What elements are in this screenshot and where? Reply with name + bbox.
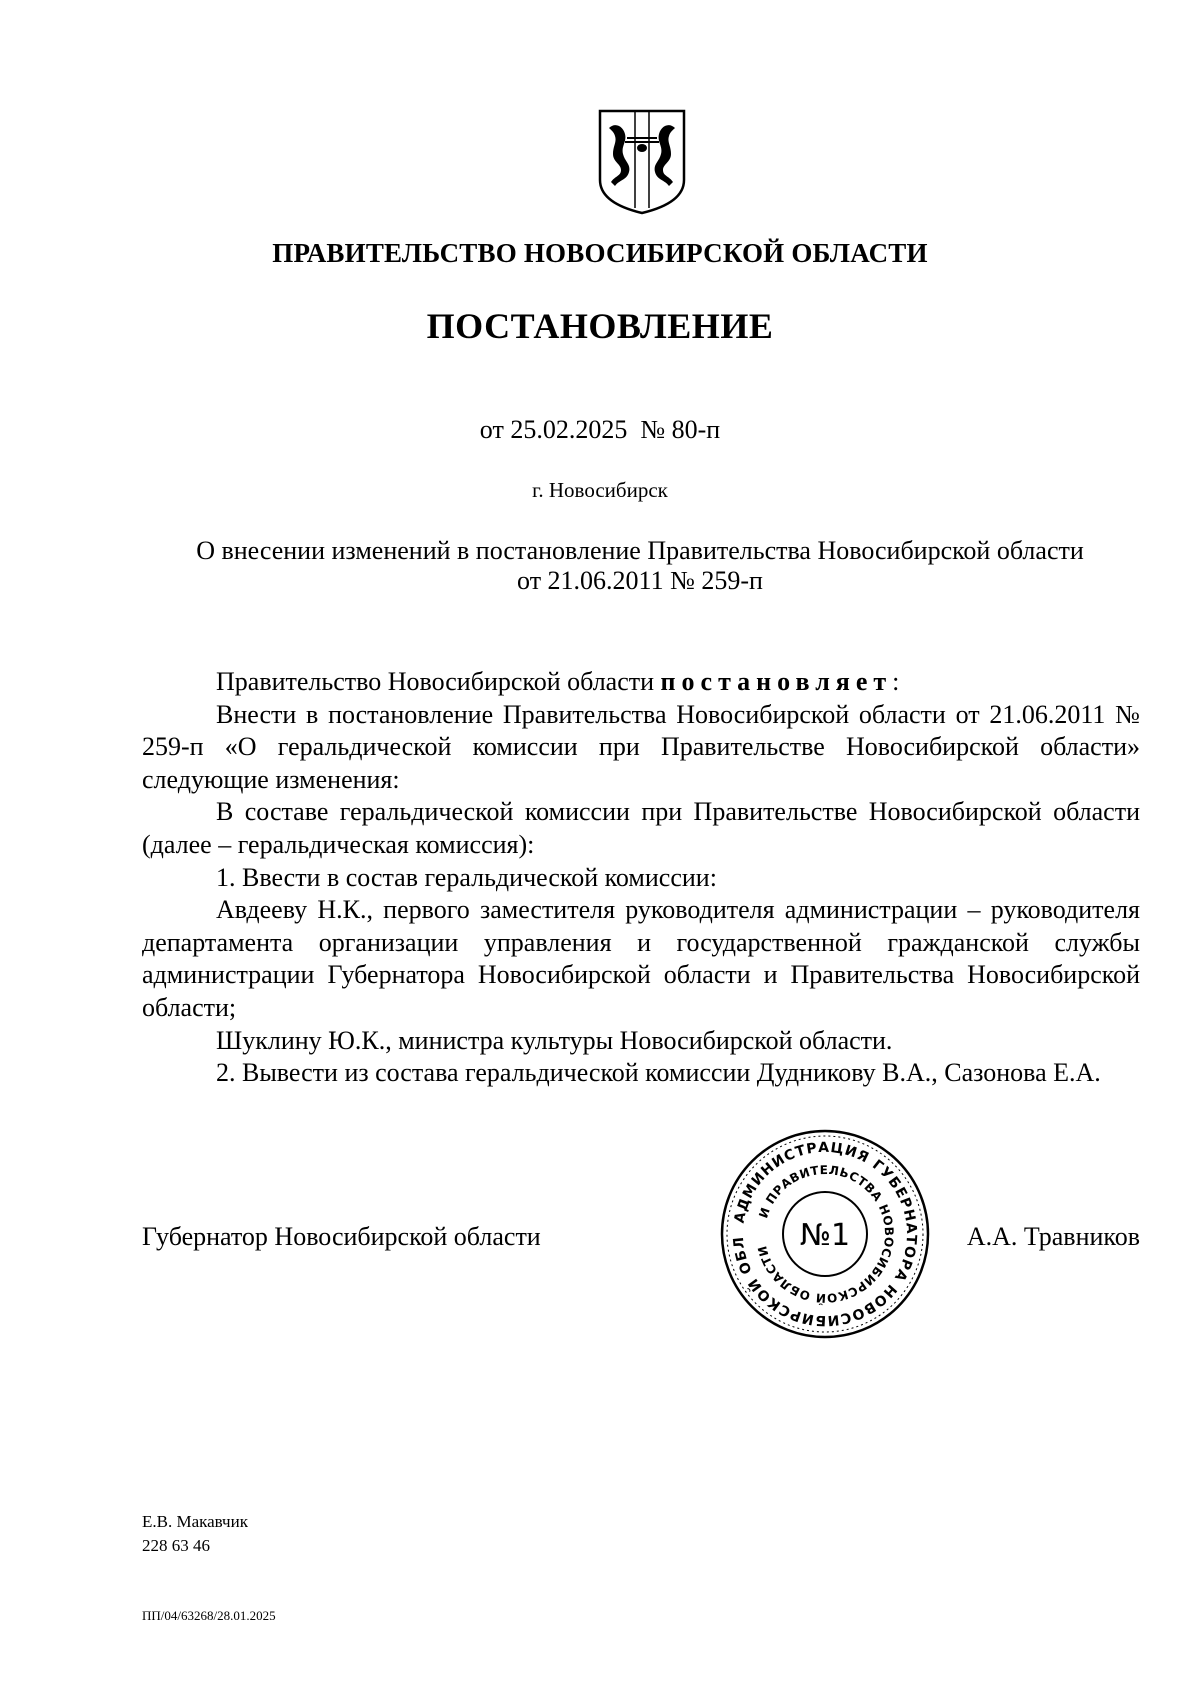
body-paragraph-4: 1. Ввести в состав геральдической комиссии: xyxy=(216,862,717,892)
document-body xyxy=(142,666,1140,1090)
document-date-number: от 25.02.2025 № 80-п xyxy=(479,415,721,444)
document-subject xyxy=(150,536,1130,596)
subject-line-2: от 21.06.2011 № 259-п xyxy=(517,566,763,595)
executor-phone: 228 63 46 xyxy=(142,1536,210,1555)
document-type: ПОСТАНОВЛЕНИЕ xyxy=(426,306,774,346)
organization-title: ПРАВИТЕЛЬСТВО НОВОСИБИРСКОЙ ОБЛАСТИ xyxy=(272,238,928,268)
body-paragraph-7: 2. Вывести из состава геральдической комиссии Дудникову В.А., Сазонова Е.А. xyxy=(216,1058,1101,1088)
subject-line-1: О внесении изменений в постановление Правительства Новосибирской области xyxy=(196,536,1084,565)
seal-inner-text: И ПРАВИТЕЛЬСТВА НОВОСИБИРСКОЙ ОБЛАСТИ xyxy=(755,1162,897,1306)
body-paragraph-1 xyxy=(142,666,1140,699)
executor-name: Е.В. Макавчик xyxy=(142,1512,248,1531)
body-paragraph-6: Шуклину Ю.К., министра культуры Новосибирской области. xyxy=(216,1025,893,1055)
document-city: г. Новосибирск xyxy=(532,478,668,502)
seal-number: №1 xyxy=(799,1218,851,1253)
body-paragraph-1-prefix: Правительство Новосибирской области xyxy=(216,667,661,696)
signatory-position: Губернатор Новосибирской области xyxy=(142,1222,541,1251)
official-seal-icon xyxy=(718,1127,932,1341)
executor-block xyxy=(142,1510,248,1558)
coat-of-arms-icon xyxy=(597,108,687,216)
body-paragraph-3: В составе геральдической комиссии при Правительстве Новосибирской области (далее – геральдическая комиссия): xyxy=(142,797,1140,859)
signatory-name: А.А. Травников xyxy=(966,1222,1140,1251)
body-paragraph-2: Внести в постановление Правительства Новосибирской области от 21.06.2011 № 259-п «О геральдической комиссии при Правительстве Новосибирской области» следующие изменения: xyxy=(142,699,1140,794)
body-paragraph-1-suffix: : xyxy=(892,667,900,696)
body-paragraph-5: Авдееву Н.К., первого заместителя руководителя администрации – руководителя департамента организации управления и государственной гражданской службы администрации Губернатора Новосибирской области и Правительства Новосибирской области; xyxy=(142,895,1140,1022)
resolution-verb: постановляет xyxy=(660,667,893,696)
seal-outer-text: АДМИНИСТРАЦИЯ ГУБЕРНАТОРА НОВОСИБИРСКОЙ ОБЛ xyxy=(730,1139,920,1329)
document-code: ПП/04/63268/28.01.2025 xyxy=(142,1608,276,1623)
